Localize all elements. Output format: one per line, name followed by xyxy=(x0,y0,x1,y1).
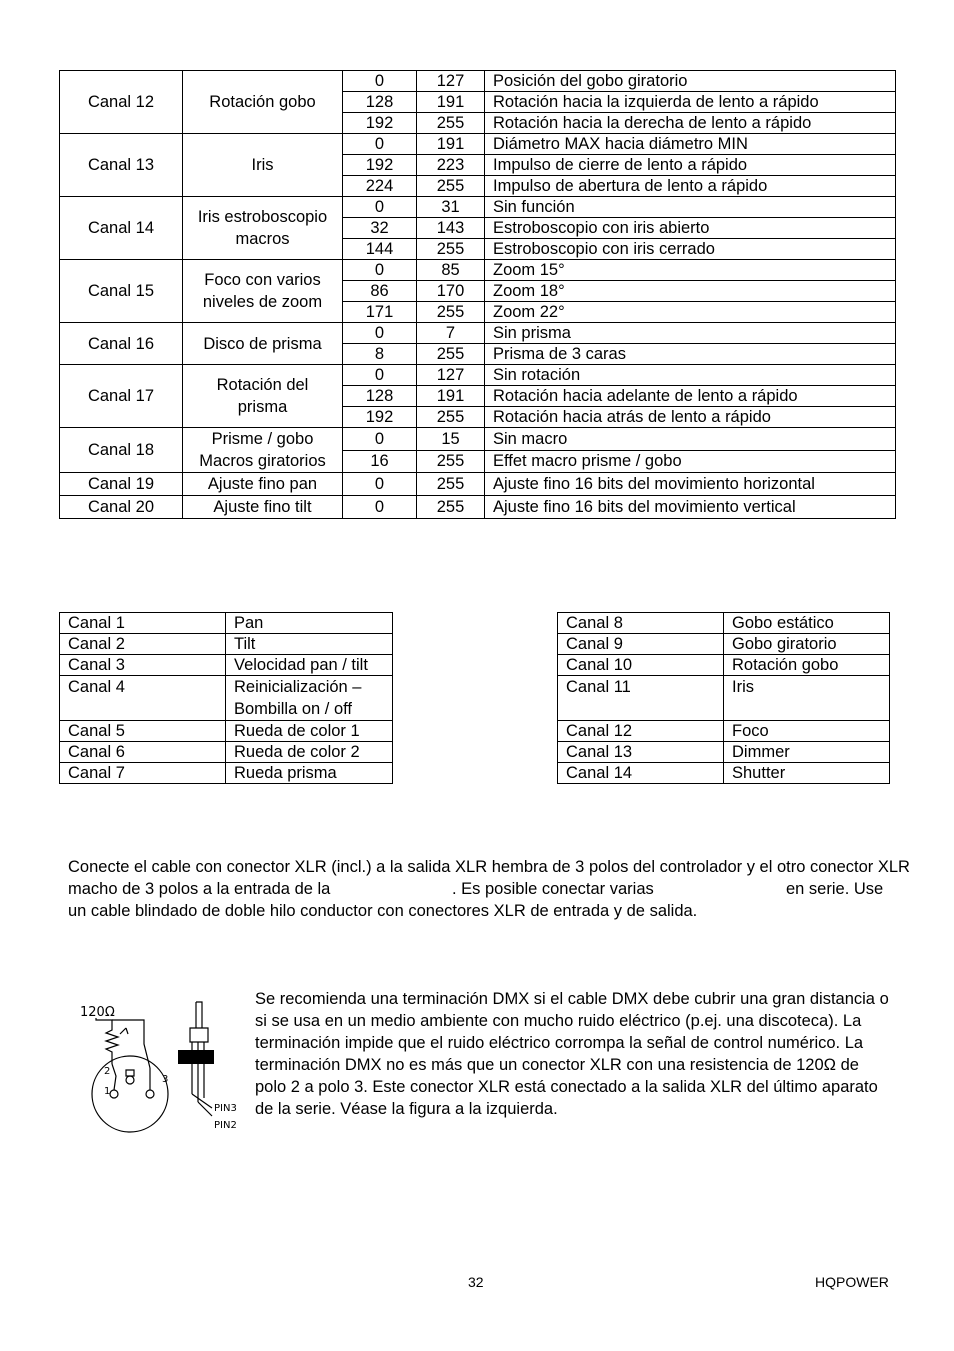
channel-cell: Canal 7 xyxy=(60,763,226,784)
range-to-cell: 255 xyxy=(417,239,485,260)
table-row xyxy=(60,134,896,155)
page-number: 32 xyxy=(468,1274,484,1290)
pin2-label: PIN2 xyxy=(214,1120,237,1131)
range-to-cell: 255 xyxy=(417,407,485,428)
channel-cell: Canal 12 xyxy=(558,721,724,742)
connection-line-1-text: Conecte el cable con conector XLR (incl.) a la salida XLR hembra de 3 polos del controlador y el otro conector XLR xyxy=(68,858,910,876)
range-from-cell: 8 xyxy=(343,344,417,365)
termination-paragraph: Se recomienda una terminación DMX si el cable DMX debe cubrir una gran distancia o si se usa en un medio ambiente con mucho ruido eléctrico (p.ej. una discoteca). La terminación impide que el ruido eléctrico corrompa la señal de control numérico. La terminación DMX no es más que un conector XLR con una resistencia de 120Ω de polo 2 a polo 3. Este conector XLR está conectado a la salida XLR del último aparato de la serie. Véase la figura a la izquierda. xyxy=(255,990,889,1118)
range-to-cell: 191 xyxy=(417,134,485,155)
table-row xyxy=(60,634,393,655)
description-cell: Sin prisma xyxy=(485,323,896,344)
description-cell: Effet macro prisme / gobo xyxy=(485,450,896,473)
table-row xyxy=(60,365,896,386)
range-from-cell: 0 xyxy=(343,365,417,386)
function-cell: Rueda prisma xyxy=(226,763,393,784)
channel-cell: Canal 5 xyxy=(60,721,226,742)
channel-cell: Canal 15 xyxy=(60,260,183,323)
range-to-cell: 127 xyxy=(417,71,485,92)
range-from-cell: 224 xyxy=(343,176,417,197)
table-row xyxy=(60,496,896,519)
range-from-cell: 16 xyxy=(343,450,417,473)
range-from-cell: 0 xyxy=(343,428,417,451)
connection-line-2c: en serie. Use xyxy=(786,880,884,898)
table-row xyxy=(558,634,890,655)
range-to-cell: 255 xyxy=(417,344,485,365)
function-cell: Ajuste fino tilt xyxy=(183,496,343,519)
function-cell: Pan xyxy=(226,613,393,634)
channel-cell: Canal 6 xyxy=(60,742,226,763)
table-row xyxy=(60,763,393,784)
range-from-cell: 86 xyxy=(343,281,417,302)
shrink-tube xyxy=(178,1050,214,1064)
connection-paragraph xyxy=(68,856,910,922)
channel-cell: Canal 16 xyxy=(60,323,183,365)
range-to-cell: 191 xyxy=(417,386,485,407)
channel-cell: Canal 14 xyxy=(558,763,724,784)
channel-cell: Canal 14 xyxy=(60,197,183,260)
table-row xyxy=(60,197,896,218)
description-cell: Prisma de 3 caras xyxy=(485,344,896,365)
description-cell: Rotación hacia la izquierda de lento a rápido xyxy=(485,92,896,113)
range-to-cell: 255 xyxy=(417,473,485,496)
table-row xyxy=(60,323,896,344)
table-row xyxy=(558,676,890,721)
function-cell: Iris estroboscopio macros xyxy=(183,197,343,260)
channel-cell: Canal 9 xyxy=(558,634,724,655)
description-cell: Rotación hacia adelante de lento a rápido xyxy=(485,386,896,407)
table-row xyxy=(60,613,393,634)
description-cell: Sin macro xyxy=(485,428,896,451)
channel-map-right xyxy=(557,612,890,784)
function-cell: Rueda de color 1 xyxy=(226,721,393,742)
range-from-cell: 0 xyxy=(343,473,417,496)
range-from-cell: 144 xyxy=(343,239,417,260)
function-cell: Gobo estático xyxy=(724,613,890,634)
table-row xyxy=(60,742,393,763)
range-to-cell: 170 xyxy=(417,281,485,302)
channel-cell: Canal 11 xyxy=(558,676,724,721)
dmx-channel-table xyxy=(59,70,896,519)
description-cell: Estroboscopio con iris cerrado xyxy=(485,239,896,260)
range-from-cell: 192 xyxy=(343,407,417,428)
channel-cell: Canal 12 xyxy=(60,71,183,134)
resistor-symbol xyxy=(96,1018,118,1064)
description-cell: Posición del gobo giratorio xyxy=(485,71,896,92)
channel-map-left xyxy=(59,612,393,784)
connection-line-3-text: un cable blindado de doble hilo conductor con conectores XLR de entrada y de salida. xyxy=(68,902,698,920)
channel-cell: Canal 13 xyxy=(558,742,724,763)
function-cell: Velocidad pan / tilt xyxy=(226,655,393,676)
description-cell: Impulso de cierre de lento a rápido xyxy=(485,155,896,176)
description-cell: Rotación hacia atrás de lento a rápido xyxy=(485,407,896,428)
range-from-cell: 0 xyxy=(343,71,417,92)
range-from-cell: 0 xyxy=(343,260,417,281)
range-to-cell: 223 xyxy=(417,155,485,176)
connection-line-2a: macho de 3 polos a la entrada de la xyxy=(68,880,331,898)
description-cell: Sin función xyxy=(485,197,896,218)
connection-line-2 xyxy=(68,878,888,900)
description-cell: Impulso de abertura de lento a rápido xyxy=(485,176,896,197)
function-cell: Rueda de color 2 xyxy=(226,742,393,763)
range-to-cell: 255 xyxy=(417,450,485,473)
range-from-cell: 171 xyxy=(343,302,417,323)
description-cell: Ajuste fino 16 bits del movimiento horizontal xyxy=(485,473,896,496)
table-row xyxy=(60,655,393,676)
range-to-cell: 127 xyxy=(417,365,485,386)
table-row xyxy=(558,721,890,742)
range-from-cell: 0 xyxy=(343,496,417,519)
range-from-cell: 0 xyxy=(343,134,417,155)
brand-footer: HQPOWER xyxy=(815,1274,889,1290)
resistor-label: 120Ω xyxy=(80,1005,115,1020)
table-row xyxy=(60,721,393,742)
channel-cell: Canal 3 xyxy=(60,655,226,676)
table-row xyxy=(60,676,393,721)
function-cell: Iris xyxy=(724,676,890,721)
channel-cell: Canal 20 xyxy=(60,496,183,519)
function-cell: Rotación del prisma xyxy=(183,365,343,428)
function-cell: Iris xyxy=(183,134,343,197)
channel-cell: Canal 4 xyxy=(60,676,226,721)
channel-cell: Canal 13 xyxy=(60,134,183,197)
function-cell: Prisme / gobo Macros giratorios xyxy=(183,428,343,473)
range-to-cell: 255 xyxy=(417,176,485,197)
function-cell: Reinicialización – Bombilla on / off xyxy=(226,676,393,721)
range-to-cell: 15 xyxy=(417,428,485,451)
function-cell: Tilt xyxy=(226,634,393,655)
pin-label-3: 3 xyxy=(162,1074,169,1085)
channel-cell: Canal 8 xyxy=(558,613,724,634)
range-to-cell: 143 xyxy=(417,218,485,239)
channel-cell: Canal 17 xyxy=(60,365,183,428)
range-from-cell: 0 xyxy=(343,197,417,218)
function-cell: Disco de prisma xyxy=(183,323,343,365)
description-cell: Sin rotación xyxy=(485,365,896,386)
range-to-cell: 255 xyxy=(417,113,485,134)
function-cell: Rotación gobo xyxy=(724,655,890,676)
channel-cell: Canal 2 xyxy=(60,634,226,655)
range-to-cell: 255 xyxy=(417,302,485,323)
pin-label-2: 2 xyxy=(104,1066,111,1077)
description-cell: Zoom 22° xyxy=(485,302,896,323)
description-cell: Diámetro MAX hacia diámetro MIN xyxy=(485,134,896,155)
table-row xyxy=(60,428,896,451)
function-cell: Dimmer xyxy=(724,742,890,763)
channel-cell: Canal 1 xyxy=(60,613,226,634)
function-cell: Foco con varios niveles de zoom xyxy=(183,260,343,323)
range-to-cell: 7 xyxy=(417,323,485,344)
xlr-termination-diagram-icon xyxy=(72,998,244,1134)
range-from-cell: 192 xyxy=(343,113,417,134)
function-cell: Gobo giratorio xyxy=(724,634,890,655)
range-from-cell: 32 xyxy=(343,218,417,239)
range-from-cell: 128 xyxy=(343,386,417,407)
description-cell: Zoom 15° xyxy=(485,260,896,281)
description-cell: Ajuste fino 16 bits del movimiento vertical xyxy=(485,496,896,519)
pin3-label: PIN3 xyxy=(214,1103,237,1114)
table-row xyxy=(558,763,890,784)
channel-cell: Canal 19 xyxy=(60,473,183,496)
range-from-cell: 128 xyxy=(343,92,417,113)
table-row xyxy=(558,613,890,634)
connection-line-3 xyxy=(68,900,888,922)
function-cell: Ajuste fino pan xyxy=(183,473,343,496)
connection-line-1 xyxy=(68,856,910,878)
description-cell: Rotación hacia la derecha de lento a rápido xyxy=(485,113,896,134)
table-row xyxy=(60,71,896,92)
table-row xyxy=(60,473,896,496)
range-to-cell: 85 xyxy=(417,260,485,281)
range-from-cell: 192 xyxy=(343,155,417,176)
pin-label-1: 1 xyxy=(104,1086,111,1097)
connection-line-2b: . Es posible conectar varias xyxy=(452,880,654,898)
table-row xyxy=(558,742,890,763)
channel-cell: Canal 10 xyxy=(558,655,724,676)
range-to-cell: 191 xyxy=(417,92,485,113)
description-cell: Zoom 18° xyxy=(485,281,896,302)
range-to-cell: 255 xyxy=(417,496,485,519)
table-row xyxy=(558,655,890,676)
function-cell: Rotación gobo xyxy=(183,71,343,134)
range-from-cell: 0 xyxy=(343,323,417,344)
range-to-cell: 31 xyxy=(417,197,485,218)
channel-cell: Canal 18 xyxy=(60,428,183,473)
function-cell: Foco xyxy=(724,721,890,742)
description-cell: Estroboscopio con iris abierto xyxy=(485,218,896,239)
function-cell: Shutter xyxy=(724,763,890,784)
table-row xyxy=(60,260,896,281)
